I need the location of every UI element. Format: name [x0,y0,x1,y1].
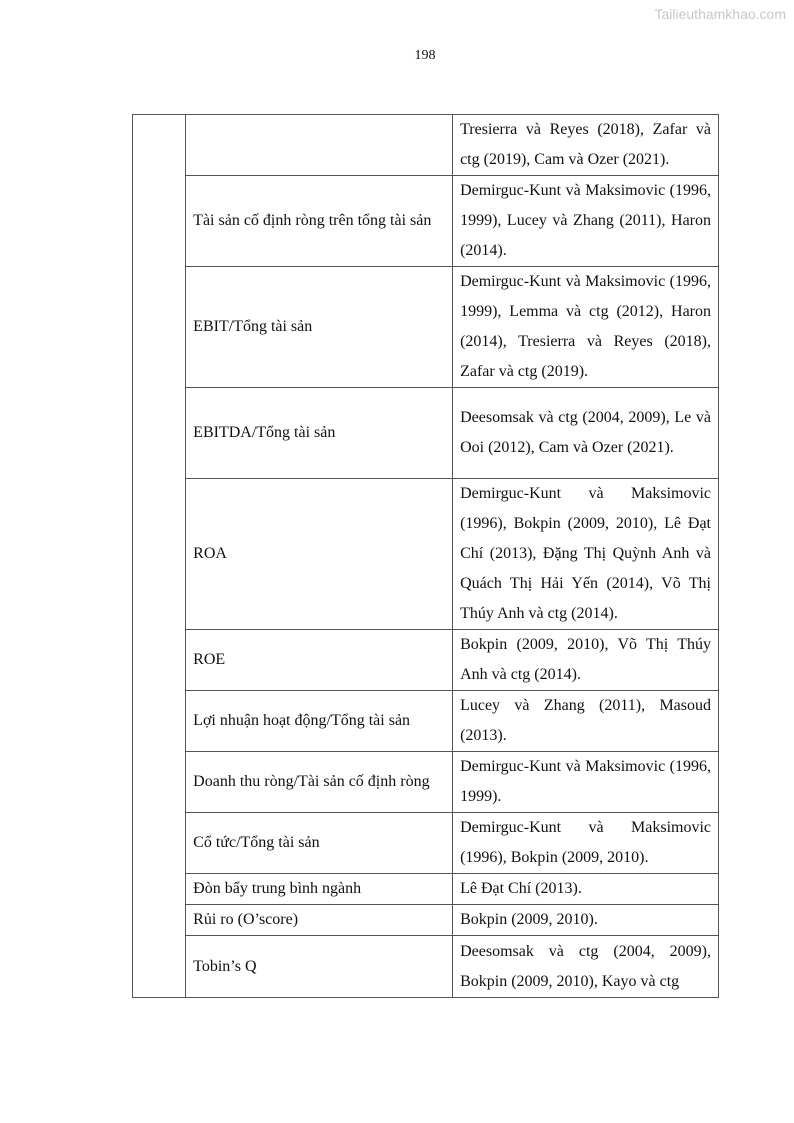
table-row [133,267,719,388]
references-table [132,114,719,998]
table-row [133,176,719,267]
table-row [133,630,719,691]
variable-cell: ROA [186,479,453,630]
sources-cell: Lucey và Zhang (2011), Masoud (2013). [453,691,719,752]
page-number: 198 [414,48,436,63]
variable-cell [186,115,453,176]
group-cell [133,115,186,998]
variable-cell: EBITDA/Tổng tài sản [186,388,453,479]
sources-cell: Demirguc-Kunt và Maksimovic (1996), Bokpin (2009, 2010), Lê Đạt Chí (2013), Đặng Thị Quỳnh Anh và Quách Thị Hải Yến (2014), Võ Thị Thúy Anh và ctg (2014). [453,479,719,630]
sources-cell: Demirguc-Kunt và Maksimovic (1996, 1999), Lemma và ctg (2012), Haron (2014), Tresierra và Reyes (2018), Zafar và ctg (2019). [453,267,719,388]
table-row [133,479,719,630]
variable-cell: Tài sản cố định ròng trên tổng tài sản [186,176,453,267]
sources-cell: Lê Đạt Chí (2013). [453,874,719,905]
table-row [133,388,719,479]
sources-cell: Deesomsak và ctg (2004, 2009), Bokpin (2009, 2010), Kayo và ctg [453,936,719,998]
table-row [133,115,719,176]
sources-cell: Deesomsak và ctg (2004, 2009), Le và Ooi (2012), Cam và Ozer (2021). [453,388,719,479]
sources-cell: Demirguc-Kunt và Maksimovic (1996, 1999), Lucey và Zhang (2011), Haron (2014). [453,176,719,267]
table-row [133,874,719,905]
table-row [133,752,719,813]
sources-cell: Demirguc-Kunt và Maksimovic (1996, 1999). [453,752,719,813]
sources-cell: Tresierra và Reyes (2018), Zafar và ctg (2019), Cam và Ozer (2021). [453,115,719,176]
sources-cell: Bokpin (2009, 2010). [453,905,719,936]
table-row [133,813,719,874]
variable-cell: Cổ tức/Tổng tài sản [186,813,453,874]
table-row [133,691,719,752]
variable-cell: Tobin’s Q [186,936,453,998]
variable-cell: Rủi ro (O’score) [186,905,453,936]
sources-cell: Demirguc-Kunt và Maksimovic (1996), Bokpin (2009, 2010). [453,813,719,874]
variable-cell: Doanh thu ròng/Tài sản cố định ròng [186,752,453,813]
variable-cell: EBIT/Tổng tài sản [186,267,453,388]
variable-cell: Đòn bẩy trung bình ngành [186,874,453,905]
table-row [133,936,719,998]
table-row [133,905,719,936]
variable-cell: ROE [186,630,453,691]
sources-cell: Bokpin (2009, 2010), Võ Thị Thúy Anh và ctg (2014). [453,630,719,691]
watermark: Tailieuthamkhao.com [654,6,786,22]
variable-cell: Lợi nhuận hoạt động/Tổng tài sản [186,691,453,752]
